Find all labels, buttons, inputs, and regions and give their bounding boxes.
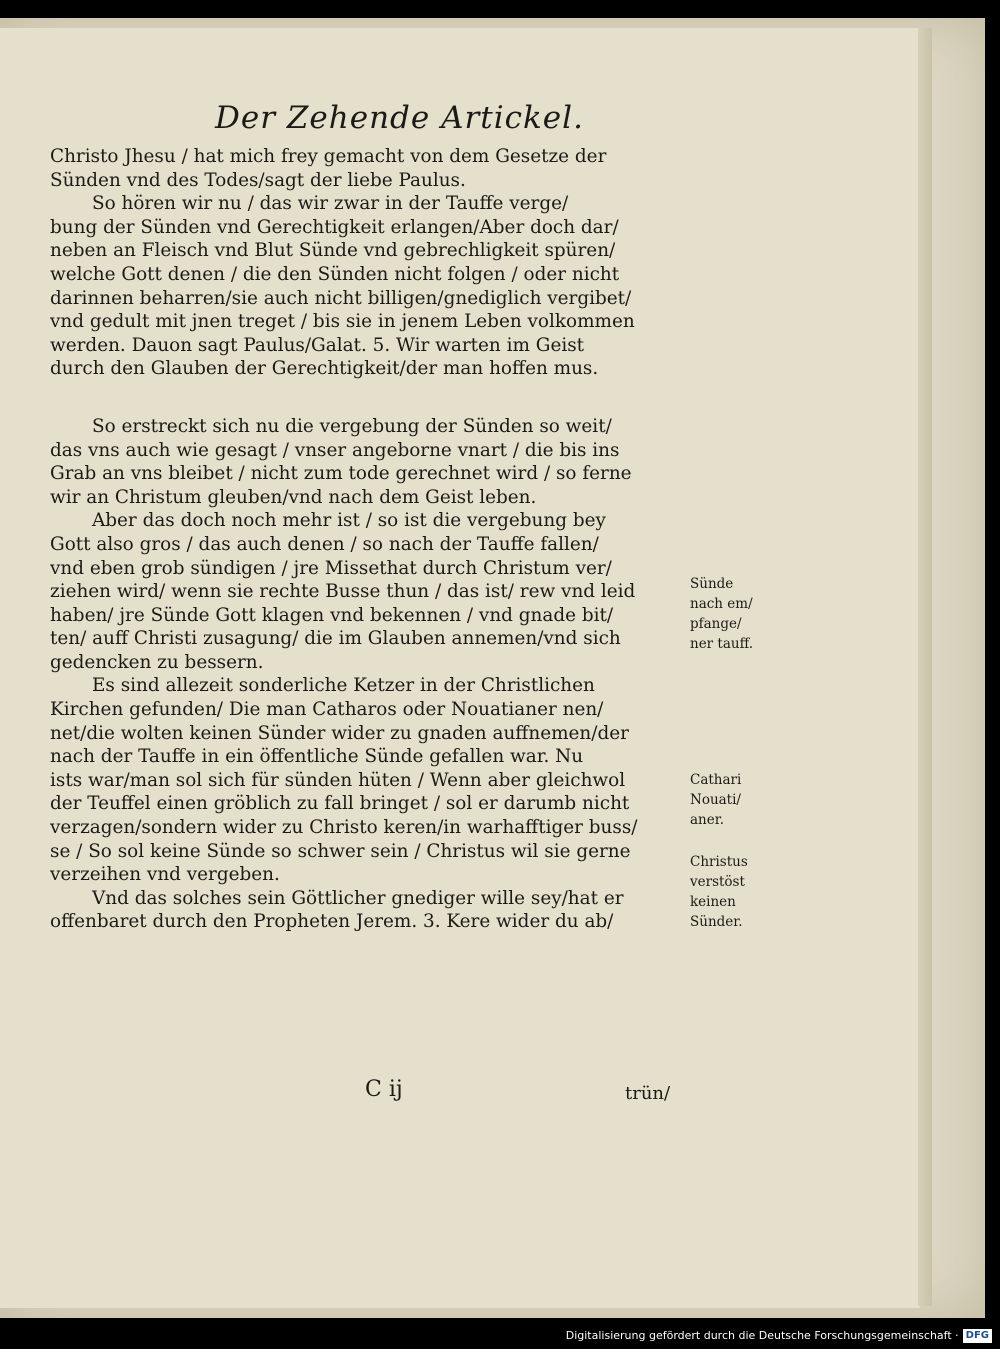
text-line: gedencken zu bessern.	[50, 651, 264, 673]
marginal-line: ner tauff.	[690, 636, 753, 652]
text-line: ten/ auff Christi zusagung/ die im Glauben annemen/vnd sich	[50, 628, 621, 650]
marginal-note-1	[690, 574, 800, 654]
text-line: So hören wir nu / das wir zwar in der Tauffe verge/	[92, 193, 569, 215]
text-line: darinnen beharren/sie auch nicht billigen/gnediglich vergibet/	[50, 287, 632, 309]
text-line: Christo Jhesu / hat mich frey gemacht von dem Gesetze der	[50, 146, 607, 167]
text-line: wir an Christum gleuben/vnd nach dem Geist leben.	[50, 486, 537, 508]
text-line: Gott also gros / das auch denen / so nach der Tauffe fallen/	[50, 533, 599, 555]
body-text	[50, 145, 690, 934]
marginal-line: Christus	[690, 854, 748, 870]
text-line: offenbaret durch den Propheten Jerem. 3. Kere wider du ab/	[50, 911, 614, 933]
marginal-line: nach em/	[690, 596, 753, 612]
page-edge	[918, 28, 932, 1306]
running-head: Der Zehende Artickel.	[215, 100, 584, 136]
text-line: Sünden vnd des Todes/sagt der liebe Paulus.	[50, 169, 466, 191]
text-line: se / So sol keine Sünde so schwer sein / Christus wil sie gerne	[50, 840, 631, 862]
text-line: bung der Sünden vnd Gerechtigkeit erlangen/Aber doch dar/	[50, 216, 619, 238]
funding-footer	[566, 1327, 992, 1345]
catchword: trün/	[625, 1083, 671, 1104]
text-line: Kirchen gefunden/ Die man Catharos oder Nouatianer nen/	[50, 699, 604, 721]
signature-mark: C ij	[365, 1077, 403, 1102]
dfg-logo-icon: DFG	[963, 1329, 992, 1343]
funding-text: Digitalisierung gefördert durch die Deutsche Forschungsgemeinschaft ·	[565, 1329, 959, 1342]
text-line: neben an Fleisch vnd Blut Sünde vnd gebrechligkeit spüren/	[50, 240, 616, 262]
text-line: ziehen wird/ wenn sie rechte Busse thun / das ist/ rew vnd leid	[50, 581, 636, 603]
text-line: werden. Dauon sagt Paulus/Galat. 5. Wir warten im Geist	[50, 334, 585, 356]
paragraph-gap	[50, 381, 690, 415]
text-line: vnd eben grob sündigen / jre Missethat durch Christum ver/	[50, 557, 612, 579]
marginal-line: Sünde	[690, 576, 734, 592]
marginal-line: verstöst	[690, 874, 745, 890]
text-line: Aber das doch noch mehr ist / so ist die vergebung bey	[92, 510, 606, 532]
text-line: das vns auch wie gesagt / vnser angeborne vnart / die bis ins	[50, 439, 620, 461]
marginal-note-3	[690, 852, 800, 932]
text-line: vnd gedult mit jnen treget / bis sie in jenem Leben volkommen	[50, 311, 635, 333]
marginal-line: Nouati/	[690, 792, 741, 808]
text-line: nach der Tauffe in ein öffentliche Sünde gefallen war. Nu	[50, 746, 584, 768]
marginal-line: Cathari	[690, 772, 742, 788]
text-line: welche Gott denen / die den Sünden nicht folgen / oder nicht	[50, 263, 620, 285]
marginal-line: Sünder.	[690, 914, 743, 930]
text-line: Vnd das solches sein Göttlicher gnediger wille sey/hat er	[92, 887, 624, 909]
text-line: So erstreckt sich nu die vergebung der Sünden so weit/	[92, 415, 612, 437]
text-line: der Teuffel einen gröblich zu fall bringet / sol er darumb nicht	[50, 793, 630, 815]
text-line: verzagen/sondern wider zu Christo keren/in warhafftiger buss/	[50, 817, 638, 839]
text-line: Es sind allezeit sonderliche Ketzer in der Christlichen	[92, 675, 595, 697]
text-line: haben/ jre Sünde Gott klagen vnd bekennen / vnd gnade bit/	[50, 604, 614, 626]
marginal-note-2	[690, 770, 800, 830]
text-line: durch den Glauben der Gerechtigkeit/der man hoffen mus.	[50, 358, 599, 380]
text-line: verzeihen vnd vergeben.	[50, 864, 280, 886]
marginal-line: keinen	[690, 894, 736, 910]
text-line: Grab an vns bleibet / nicht zum tode gerechnet wird / so ferne	[50, 463, 632, 485]
text-line: ists war/man sol sich für sünden hüten / Wenn aber gleichwol	[50, 769, 626, 791]
marginal-line: pfange/	[690, 616, 742, 632]
text-line: net/die wolten keinen Sünder wider zu gnaden auffnemen/der	[50, 722, 629, 744]
marginal-line: aner.	[690, 812, 724, 828]
